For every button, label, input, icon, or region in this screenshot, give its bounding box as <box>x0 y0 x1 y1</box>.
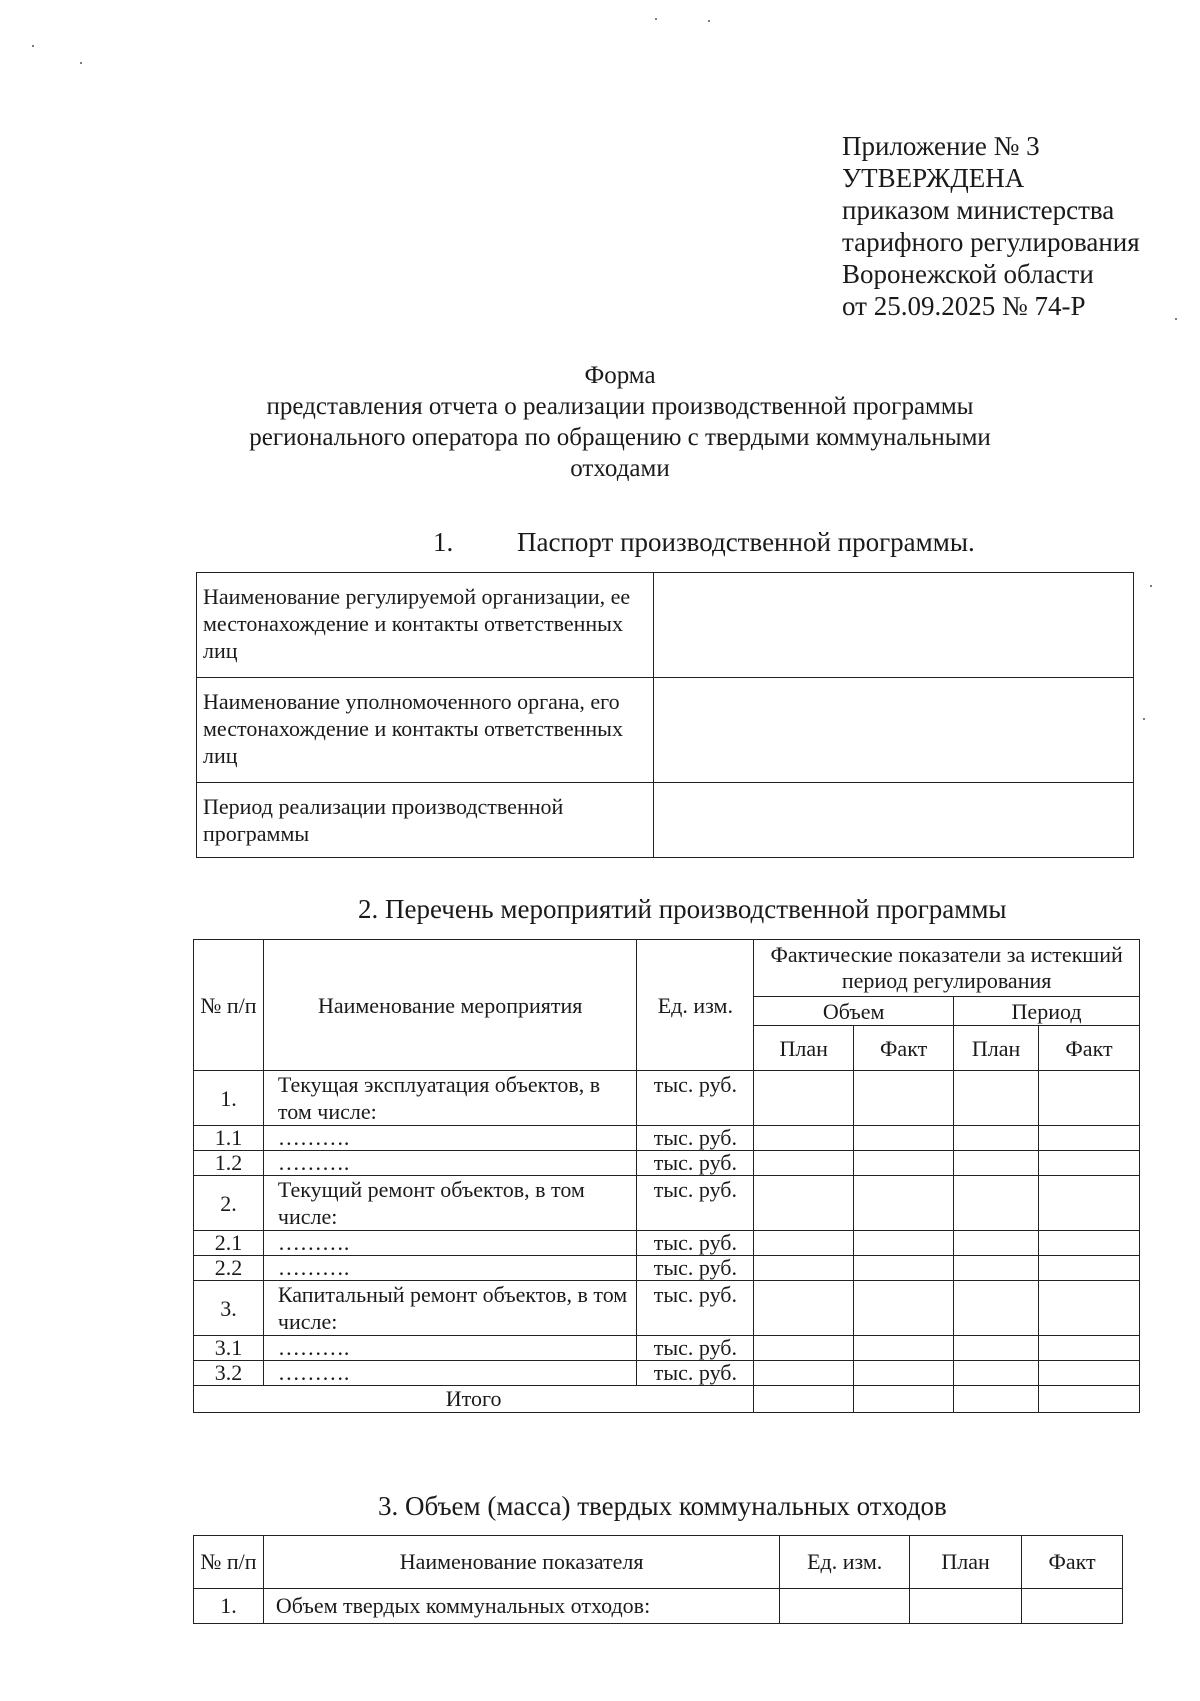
col-header-plan: План <box>910 1536 1022 1589</box>
cell-volume-plan[interactable] <box>754 1281 854 1336</box>
cell-volume-plan[interactable] <box>754 1231 854 1256</box>
scan-speck <box>708 20 710 22</box>
cell-total-volume-plan[interactable] <box>754 1386 854 1413</box>
col-header-num: № п/п <box>194 940 264 1071</box>
cell-volume-fact[interactable] <box>854 1071 954 1126</box>
cell-volume-fact[interactable] <box>854 1151 954 1176</box>
cell-volume-fact[interactable] <box>854 1126 954 1151</box>
row-name: Объем твердых коммунальных отходов: <box>263 1589 779 1624</box>
cell-period-fact[interactable] <box>1039 1361 1140 1386</box>
col-header-volume: Объем <box>754 997 954 1026</box>
form-title-line-4: отходами <box>570 455 670 482</box>
row-name: ………. <box>263 1151 637 1176</box>
cell-volume-fact[interactable] <box>854 1361 954 1386</box>
passport-label-period: Период реализации производственной программы <box>197 783 654 858</box>
row-unit: тыс. руб. <box>637 1176 754 1231</box>
cell-period-plan[interactable] <box>954 1151 1039 1176</box>
cell-volume-plan[interactable] <box>754 1071 854 1126</box>
table-row <box>197 678 1134 783</box>
row-unit: тыс. руб. <box>637 1361 754 1386</box>
passport-value-authority[interactable] <box>654 678 1134 783</box>
section-1-title: Паспорт производственной программы. <box>517 527 975 557</box>
row-num: 2.2 <box>194 1256 264 1281</box>
table-row <box>194 1126 1140 1151</box>
cell-unit[interactable] <box>780 1589 910 1624</box>
table-row <box>194 1336 1140 1361</box>
col-header-name: Наименование мероприятия <box>263 940 637 1071</box>
cell-volume-plan[interactable] <box>754 1151 854 1176</box>
col-header-period-plan: План <box>954 1026 1039 1071</box>
cell-volume-plan[interactable] <box>754 1176 854 1231</box>
row-num: 2. <box>194 1176 264 1231</box>
cell-total-period-plan[interactable] <box>954 1386 1039 1413</box>
row-unit: тыс. руб. <box>637 1151 754 1176</box>
col-header-unit: Ед. изм. <box>780 1536 910 1589</box>
form-title <box>120 360 1120 484</box>
row-unit: тыс. руб. <box>637 1071 754 1126</box>
row-num: 1. <box>194 1071 264 1126</box>
table-row <box>197 783 1134 858</box>
table-row <box>194 1151 1140 1176</box>
row-num: 1.1 <box>194 1126 264 1151</box>
row-name: ………. <box>263 1361 637 1386</box>
form-title-line-3: регионального оператора по обращению с твердыми коммунальными <box>249 424 991 451</box>
table-total-row <box>194 1386 1140 1413</box>
row-unit: тыс. руб. <box>637 1336 754 1361</box>
col-header-period-fact: Факт <box>1039 1026 1140 1071</box>
table-row <box>194 1231 1140 1256</box>
table-row <box>194 1589 1123 1624</box>
row-name: Текущая эксплуатация объектов, в том числе: <box>263 1071 637 1126</box>
table-header-row <box>194 940 1140 997</box>
passport-value-organization[interactable] <box>654 573 1134 678</box>
approval-order-date: от 25.09.2025 № 74-Р <box>842 291 1086 321</box>
cell-period-fact[interactable] <box>1039 1176 1140 1231</box>
col-header-indicator: Наименование показателя <box>263 1536 779 1589</box>
approval-line-3: Воронежской области <box>842 259 1094 289</box>
cell-period-fact[interactable] <box>1039 1281 1140 1336</box>
row-num: 1.2 <box>194 1151 264 1176</box>
scan-speck <box>1175 318 1177 320</box>
passport-table <box>196 572 1134 858</box>
col-header-period: Период <box>954 997 1140 1026</box>
section-3-heading: 3. Объем (масса) твердых коммунальных отходов <box>378 1491 947 1521</box>
cell-period-plan[interactable] <box>954 1231 1039 1256</box>
table-row <box>194 1071 1140 1126</box>
table-row <box>194 1176 1140 1231</box>
col-header-unit: Ед. изм. <box>637 940 754 1071</box>
row-name: ………. <box>263 1256 637 1281</box>
table-row <box>194 1361 1140 1386</box>
cell-fact[interactable] <box>1022 1589 1123 1624</box>
cell-volume-plan[interactable] <box>754 1256 854 1281</box>
scan-speck <box>1150 585 1152 587</box>
row-unit: тыс. руб. <box>637 1281 754 1336</box>
cell-period-fact[interactable] <box>1039 1231 1140 1256</box>
cell-period-fact[interactable] <box>1039 1126 1140 1151</box>
scan-speck <box>32 45 34 47</box>
col-header-actual: Фактические показатели за истекший период регулирования <box>754 940 1140 997</box>
total-label: Итого <box>194 1386 754 1413</box>
col-header-volume-plan: План <box>754 1026 854 1071</box>
row-num: 3.2 <box>194 1361 264 1386</box>
scan-speck <box>655 18 657 20</box>
row-name: Текущий ремонт объектов, в том числе: <box>263 1176 637 1231</box>
table-row <box>194 1281 1140 1336</box>
table-header-row <box>194 1536 1123 1589</box>
passport-value-period[interactable] <box>654 783 1134 858</box>
cell-total-volume-fact[interactable] <box>854 1386 954 1413</box>
cell-volume-fact[interactable] <box>854 1256 954 1281</box>
scan-speck <box>1143 718 1145 720</box>
activities-table <box>193 939 1140 1413</box>
row-num: 2.1 <box>194 1231 264 1256</box>
cell-volume-plan[interactable] <box>754 1336 854 1361</box>
appendix-number: Приложение № 3 <box>842 131 1040 161</box>
waste-volume-table <box>193 1535 1123 1624</box>
row-name: ………. <box>263 1336 637 1361</box>
cell-period-plan[interactable] <box>954 1361 1039 1386</box>
approval-block <box>842 130 1140 322</box>
row-unit: тыс. руб. <box>637 1126 754 1151</box>
cell-volume-fact[interactable] <box>854 1231 954 1256</box>
row-name: ………. <box>263 1126 637 1151</box>
cell-period-fact[interactable] <box>1039 1336 1140 1361</box>
table-row <box>197 573 1134 678</box>
cell-total-period-fact[interactable] <box>1039 1386 1140 1413</box>
form-title-line-1: Форма <box>584 362 656 389</box>
cell-volume-plan[interactable] <box>754 1361 854 1386</box>
cell-period-fact[interactable] <box>1039 1256 1140 1281</box>
passport-label-authority: Наименование уполномоченного органа, его местонахождение и контакты ответственных лиц <box>197 678 654 783</box>
row-num: 3. <box>194 1281 264 1336</box>
cell-volume-plan[interactable] <box>754 1126 854 1151</box>
approved-stamp-text: УТВЕРЖДЕНА <box>842 163 1025 193</box>
section-1-number: 1. <box>433 527 454 557</box>
passport-label-organization: Наименование регулируемой организации, ее местонахождение и контакты ответственных лиц <box>197 573 654 678</box>
cell-volume-fact[interactable] <box>854 1176 954 1231</box>
row-num: 1. <box>194 1589 264 1624</box>
col-header-volume-fact: Факт <box>854 1026 954 1071</box>
form-title-line-2: представления отчета о реализации производственной программы <box>266 393 974 420</box>
row-name: Капитальный ремонт объектов, в том числе: <box>263 1281 637 1336</box>
cell-period-plan[interactable] <box>954 1336 1039 1361</box>
cell-period-fact[interactable] <box>1039 1151 1140 1176</box>
table-row <box>194 1256 1140 1281</box>
row-name: ………. <box>263 1231 637 1256</box>
section-2-heading: 2. Перечень мероприятий производственной программы <box>358 894 1007 924</box>
cell-period-plan[interactable] <box>954 1176 1039 1231</box>
cell-period-plan[interactable] <box>954 1071 1039 1126</box>
scan-speck <box>80 62 82 64</box>
cell-period-fact[interactable] <box>1039 1071 1140 1126</box>
section-1-heading <box>433 526 975 558</box>
row-num: 3.1 <box>194 1336 264 1361</box>
cell-period-plan[interactable] <box>954 1281 1039 1336</box>
cell-period-plan[interactable] <box>954 1256 1039 1281</box>
cell-plan[interactable] <box>910 1589 1022 1624</box>
cell-volume-fact[interactable] <box>854 1281 954 1336</box>
col-header-fact: Факт <box>1022 1536 1123 1589</box>
approval-line-1: приказом министерства <box>842 195 1115 225</box>
cell-period-plan[interactable] <box>954 1126 1039 1151</box>
row-unit: тыс. руб. <box>637 1231 754 1256</box>
cell-volume-fact[interactable] <box>854 1336 954 1361</box>
row-unit: тыс. руб. <box>637 1256 754 1281</box>
approval-line-2: тарифного регулирования <box>842 227 1140 257</box>
col-header-num: № п/п <box>194 1536 264 1589</box>
